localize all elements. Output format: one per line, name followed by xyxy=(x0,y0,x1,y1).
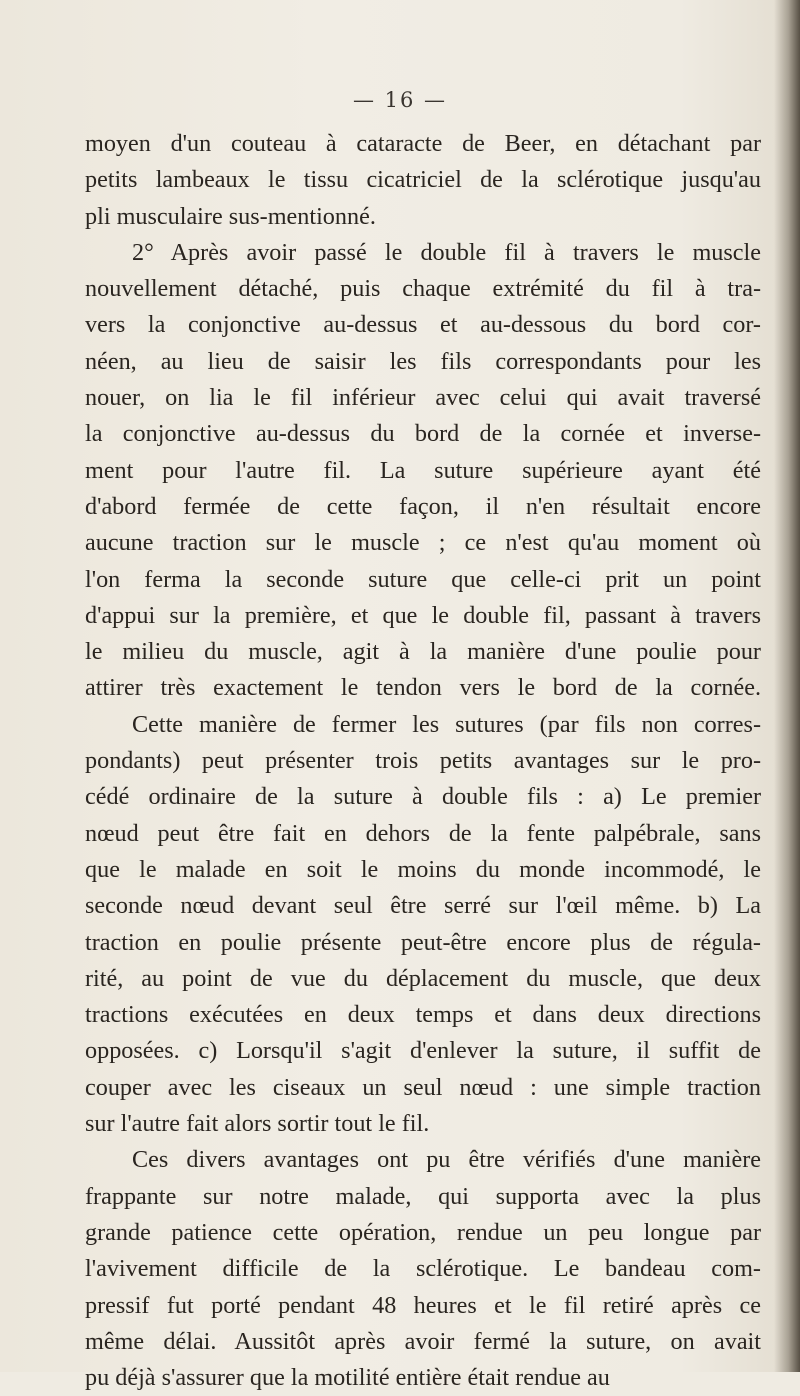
text-line: nouvellement détaché, puis chaque extrémité du fil à tra- xyxy=(85,275,761,303)
text-line: néen, au lieu de saisir les fils correspondants pour les xyxy=(85,347,761,375)
page-edge-shadow xyxy=(774,0,800,1372)
text-line: Cette manière de fermer les sutures (par fils non corres- xyxy=(132,710,761,738)
text-line: tractions exécutées en deux temps et dans deux directions xyxy=(85,1001,761,1029)
text-line: attirer très exactement le tendon vers le bord de la cornée. xyxy=(85,674,761,702)
text-line: pu déjà s'assurer que la motilité entière était rendue au xyxy=(85,1364,610,1392)
text-line: rité, au point de vue du déplacement du muscle, que deux xyxy=(85,964,761,992)
text-line: l'avivement difficile de la sclérotique. Le bandeau com- xyxy=(85,1255,761,1283)
text-line: nœud peut être fait en dehors de la fente palpébrale, sans xyxy=(85,819,761,847)
text-line: petits lambeaux le tissu cicatriciel de la sclérotique jusqu'au xyxy=(85,166,761,194)
body-text xyxy=(85,126,761,1396)
text-line: le milieu du muscle, agit à la manière d'une poulie pour xyxy=(85,638,761,666)
text-line: 2° Après avoir passé le double fil à travers le muscle xyxy=(132,238,761,266)
text-line: nouer, on lia le fil inférieur avec celui qui avait traversé xyxy=(85,384,761,412)
text-line: pli musculaire sus-mentionné. xyxy=(85,202,376,230)
text-line: pressif fut porté pendant 48 heures et le fil retiré après ce xyxy=(85,1291,761,1319)
text-line: Ces divers avantages ont pu être vérifiés d'une manière xyxy=(132,1146,761,1174)
text-line: même délai. Aussitôt après avoir fermé la suture, on avait xyxy=(85,1327,761,1355)
text-line: sur l'autre fait alors sortir tout le fil. xyxy=(85,1110,430,1138)
text-line: cédé ordinaire de la suture à double fils : a) Le premier xyxy=(85,783,761,811)
text-line: moyen d'un couteau à cataracte de Beer, en détachant par xyxy=(85,130,761,157)
text-line: grande patience cette opération, rendue un peu longue par xyxy=(85,1218,761,1246)
text-line: frappante sur notre malade, qui supporta avec la plus xyxy=(85,1182,761,1210)
text-line: seconde nœud devant seul être serré sur l'œil même. b) La xyxy=(85,892,761,920)
text-line: d'appui sur la première, et que le double fil, passant à travers xyxy=(85,601,761,629)
text-line: pondants) peut présenter trois petits avantages sur le pro- xyxy=(85,747,761,775)
text-line: traction en poulie présente peut-être encore plus de régula- xyxy=(85,928,761,956)
text-line: d'abord fermée de cette façon, il n'en résultait encore xyxy=(85,492,761,520)
text-line: que le malade en soit le moins du monde incommodé, le xyxy=(85,855,761,883)
text-line: opposées. c) Lorsqu'il s'agit d'enlever la suture, il suffit de xyxy=(85,1037,761,1065)
text-line: l'on ferma la seconde suture que celle-ci prit un point xyxy=(85,565,761,593)
text-line: la conjonctive au-dessus du bord de la cornée et inverse- xyxy=(85,420,761,448)
text-line: ment pour l'autre fil. La suture supérieure ayant été xyxy=(85,456,761,484)
text-line: couper avec les ciseaux un seul nœud : une simple traction xyxy=(85,1073,761,1101)
text-line: aucune traction sur le muscle ; ce n'est qu'au moment où xyxy=(85,529,761,557)
text-line: vers la conjonctive au-dessus et au-dessous du bord cor- xyxy=(85,311,761,339)
page-number: — 16 — xyxy=(352,88,448,112)
